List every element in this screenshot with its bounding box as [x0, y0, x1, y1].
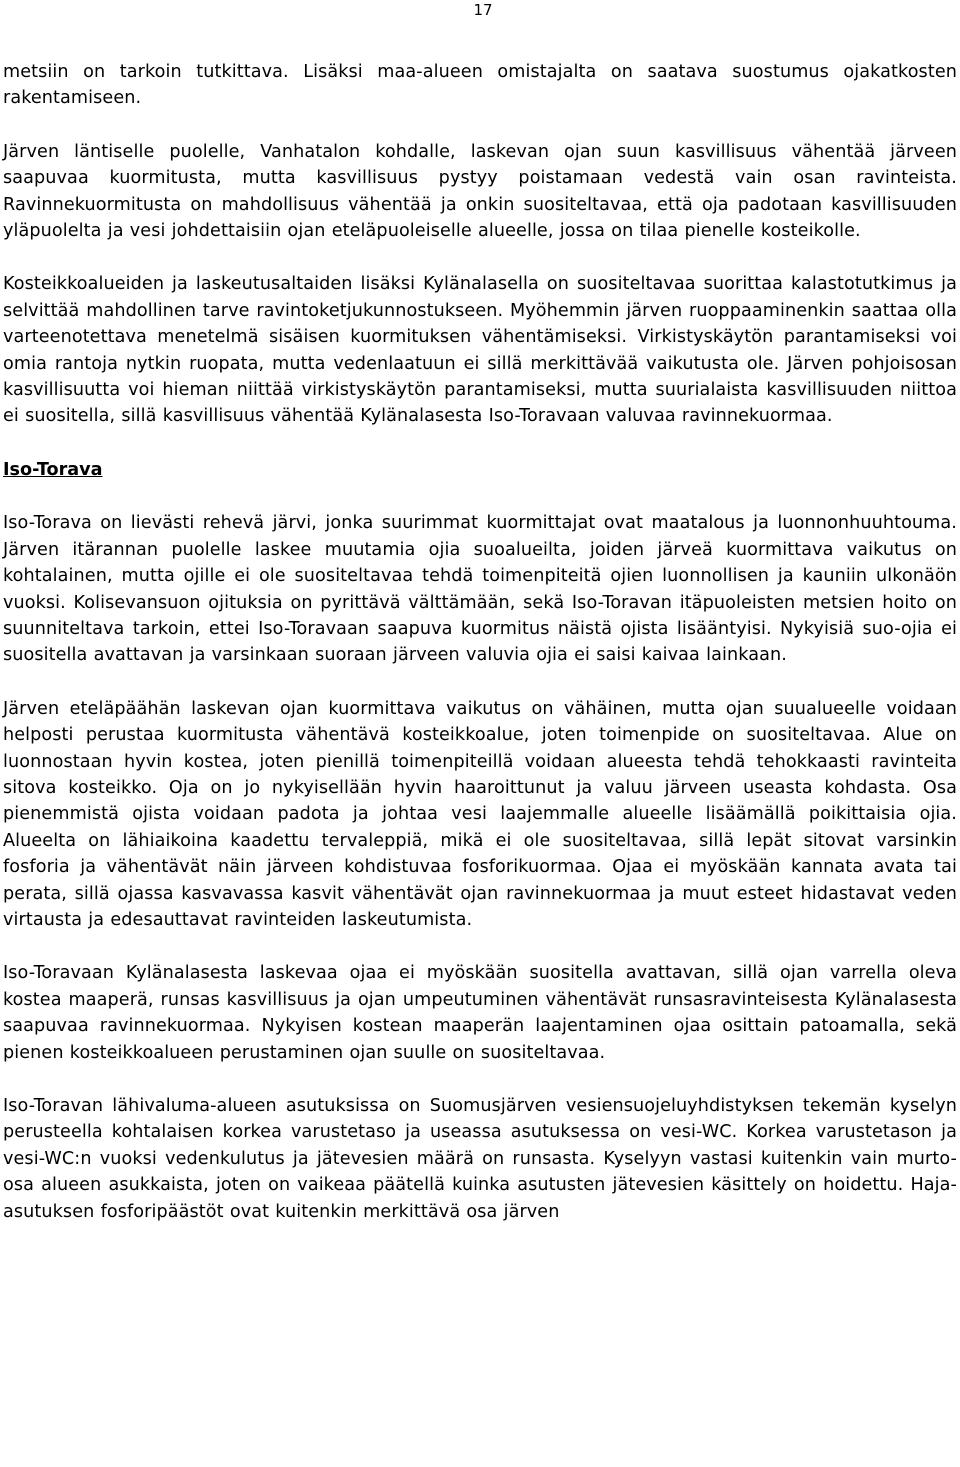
document-page [3, 0, 957, 1467]
page-number: 17 [473, 1, 493, 19]
paragraph-settlement-wastewater: Iso-Toravan lähivaluma-alueen asutuksissa on Suomusjärven vesiensuojeluyhdistyksen tekemän kyselyn perusteella kohtalaisen korkea varustetaso ja useassa asutuksessa on vesi-WC. Korkea varustetason ja vesi-WC:n vuoksi vedenkulutus ja jätevesien määrä on runsasta. Kyselyyn vastasi kuitenkin vain murto-osa alueen asukkaista, joten on vaikeaa päätellä kuinka asutusten jätevesien käsittely on hoidettu. Haja-asutuksen fosforipäästöt ovat kuitenkin merkittävä osa järven [3, 1096, 957, 1222]
document-body [3, 59, 957, 1252]
paragraph-iso-torava-overview: Iso-Torava on lievästi rehevä järvi, jonka suurimmat kuormittajat ovat maatalous ja luonnonhuuhtouma. Järven itärannan puolelle laskee muutamia ojia suoalueilta, joiden järveä kuormittava vaikutus on kohtalainen, mutta ojille ei ole suositeltavaa tehdä toimenpiteitä ojien luonnollisen ja kauniin ulkonäön vuoksi. Kolisevansuon ojituksia on pyrittävä välttämään, sekä Iso-Toravan itäpuoleisten metsien hoito on suunniteltava tarkoin, ettei Iso-Toravaan saapuva kuormitus näistä ojista lisääntyisi. Nykyisiä suo-ojia ei suositella avattavan ja varsinkaan suoraan järveen valuvia ojia ei saisi kaivaa lainkaan. [3, 513, 957, 666]
section-heading-iso-torava: Iso-Torava [3, 459, 103, 480]
paragraph-kylanalanen-ditch: Iso-Toravaan Kylänalasesta laskevaa ojaa ei myöskään suositella avattavan, sillä ojan varrella oleva kostea maaperä, runsas kasvillisuus ja ojan umpeutuminen vähentävät runsasravinteisesta Kylänalasesta saapuvaa ravinnekuormaa. Nykyisen kostean maaperän laajentaminen ojaa osittain patoamalla, sekä pienen kosteikkoalueen perustaminen ojan suulle on suositeltavaa. [3, 963, 957, 1063]
paragraph-forest-drainage: metsiin on tarkoin tutkittava. Lisäksi maa-alueen omistajalta on saatava suostumus ojakatkosten rakentamiseen. [3, 62, 957, 109]
paragraph-west-side-ditch: Järven läntiselle puolelle, Vanhatalon kohdalle, laskevan ojan suun kasvillisuus vähentää järveen saapuvaa kuormitusta, mutta kasvillisuus pystyy poistamaan vedestä vain osan ravinteista. Ravinnekuormitusta on mahdollisuus vähentää ja onkin suositeltavaa, että oja padotaan kasvillisuuden yläpuolelta ja vesi johdettaisiin ojan eteläpuoleiselle alueelle, jossa on tilaa pienelle kosteikolle. [3, 141, 957, 242]
paragraph-southern-ditch: Järven eteläpäähän laskevan ojan kuormittava vaikutus on vähäinen, mutta ojan suualueelle voidaan helposti perustaa kuormitusta vähentävä kosteikkoalue, joten toimenpide on suositeltavaa. Alue on luonnostaan hyvin kostea, joten pienillä toimenpiteillä voidaan alueesta tehdä tehokkaasti ravinteita sitova kosteikko. Oja on jo nykyisellään hyvin haaroittunut ja valuu järveen useasta kohdasta. Osa pienemmistä ojista voidaan padota ja johtaa vesi laajemmalle alueelle lisäämällä poikittaisia ojia. Alueelta on lähiaikoina kaadettu tervaleppiä, mikä ei ole suositeltavaa, sillä lepät sitovat varsinkin fosforia ja vähentävät näin järveen kohdistuvaa fosforikuormaa. Ojaa ei myöskään kannata avata tai perata, sillä ojassa kasvavassa kasvit vähentävät ojan ravinnekuormaa ja muut esteet hidastavat veden virtausta ja edesauttavat ravinteiden laskeutumista. [3, 698, 957, 930]
paragraph-kylanalanen-measures: Kosteikkoalueiden ja laskeutusaltaiden lisäksi Kylänalasella on suositeltavaa suorittaa kalastotutkimus ja selvittää mahdollinen tarve ravintoketjukunnostukseen. Myöhemmin järven ruoppaaminenkin saattaa olla varteenotettava menetelmä sisäisen kuormituksen vähentämiseksi. Virkistyskäytön parantamiseksi voi omia rantoja nytkin ruopata, mutta vedenlaatuun ei sillä merkittävää vaikutusta ole. Järven pohjoisosan kasvillisuutta voi hieman niittää virkistyskäytön parantamiseksi, mutta suurialaista kasvillisuuden niittoa ei suositella, sillä kasvillisuus vähentää Kylänalasesta Iso-Toravaan valuvaa ravinnekuormaa. [3, 274, 957, 427]
